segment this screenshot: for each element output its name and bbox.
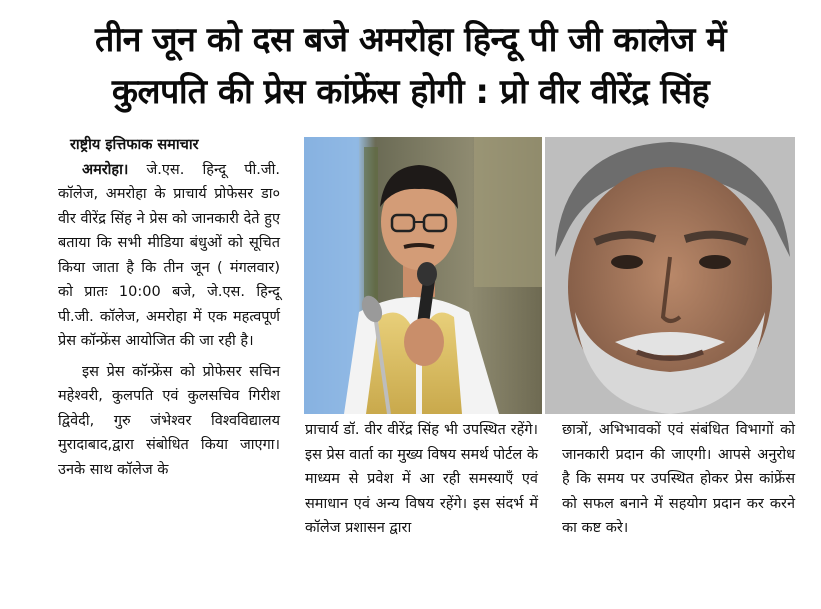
paragraph-2 [58,360,280,483]
text-line: छात्रों, अभिभावकों एवं संबंधित [562,422,730,438]
text-line: जाएगा। उनके साथ कॉलेज के [58,437,280,478]
text-line: सचिन महेश्वरी, कुलपति एवं [58,363,281,404]
text-line: जाता है कि तीन जून ( मंगलवार) [92,259,281,276]
paragraph-4 [562,418,795,541]
dateline: अमरोहा। [82,161,129,178]
text-line: महत्वपूर्ण प्रेस कॉन्फ्रेंस आयोजित की [58,308,280,349]
text-line: विभागों को जानकारी प्रदान की [562,422,796,463]
text-line: कॉलेज, अमरोहा के प्राचार्य प्रोफेसर [58,186,254,202]
text-line: मीडिया बंधुओं को सूचित किया [58,235,280,276]
text-line: करने का कष्ट करे। [562,495,796,536]
headline [0,14,821,118]
text-line: पी.जी. कॉलेज, अमरोहा में एक [58,308,227,325]
text-line: सफल बनाने में सहयोग प्रदान कर [583,495,764,512]
text-line: जानकारी देते हुए बताया कि सभी [58,210,281,251]
article-column-3 [562,418,795,541]
text-line: कुलसचिव गिरीश द्विवेदी, गुरु [58,388,281,429]
photo-portrait [545,137,795,414]
text-line: पर उपस्थित होकर प्रेस कांफ्रेंस को [562,471,795,512]
headline-line-2: कुलपति की प्रेस कांफ्रेंस होगी : प्रो वीर वीरेंद्र सिंह [111,72,710,112]
text-line: को प्रातः 10:00 बजे, जे.एस. हिन्दू [58,284,280,300]
photo-speaker [304,137,542,414]
paragraph-1 [58,158,280,354]
text-line: जे.एस. हिन्दू पी.जी. [128,161,280,178]
text-line: जंभेश्वर विश्वविद्यालय [150,412,280,429]
text-line: मुरादाबाद,द्वारा संबोधित किया [58,437,228,453]
text-line: संदर्भ में कॉलेज प्रशासन द्वारा [305,495,538,536]
text-line: से प्रवेश में आ रही समस्याएँ एवं [348,471,538,487]
text-line: जा रही है। [199,333,254,349]
text-line: उपस्थित रहेंगे। इस प्रेस वार्ता का [305,422,538,463]
text-line: डा० वीर वीरेंद्र सिंह ने प्रेस को [58,186,280,227]
text-line: इस प्रेस कॉन्फ्रेंस को प्रोफेसर [82,363,242,380]
text-line: जाएगी। आपसे अनुरोध है कि समय [562,446,795,487]
paragraph-3 [305,418,538,541]
news-source: राष्ट्रीय इत्तिफाक समाचार [70,137,199,153]
article-column-2 [305,418,538,541]
headline-line-1: तीन जून को दस बजे अमरोहा हिन्दू पी जी कालेज में [94,20,727,60]
text-line: प्राचार्य डॉ. वीर वीरेंद्र सिंह भी [305,422,458,438]
article-column-1 [58,133,280,482]
text-line: मुख्य विषय समर्थ पोर्टल के माध्यम [305,446,538,487]
text-line: समाधान एवं अन्य विषय रहेंगे। इस [305,495,490,512]
